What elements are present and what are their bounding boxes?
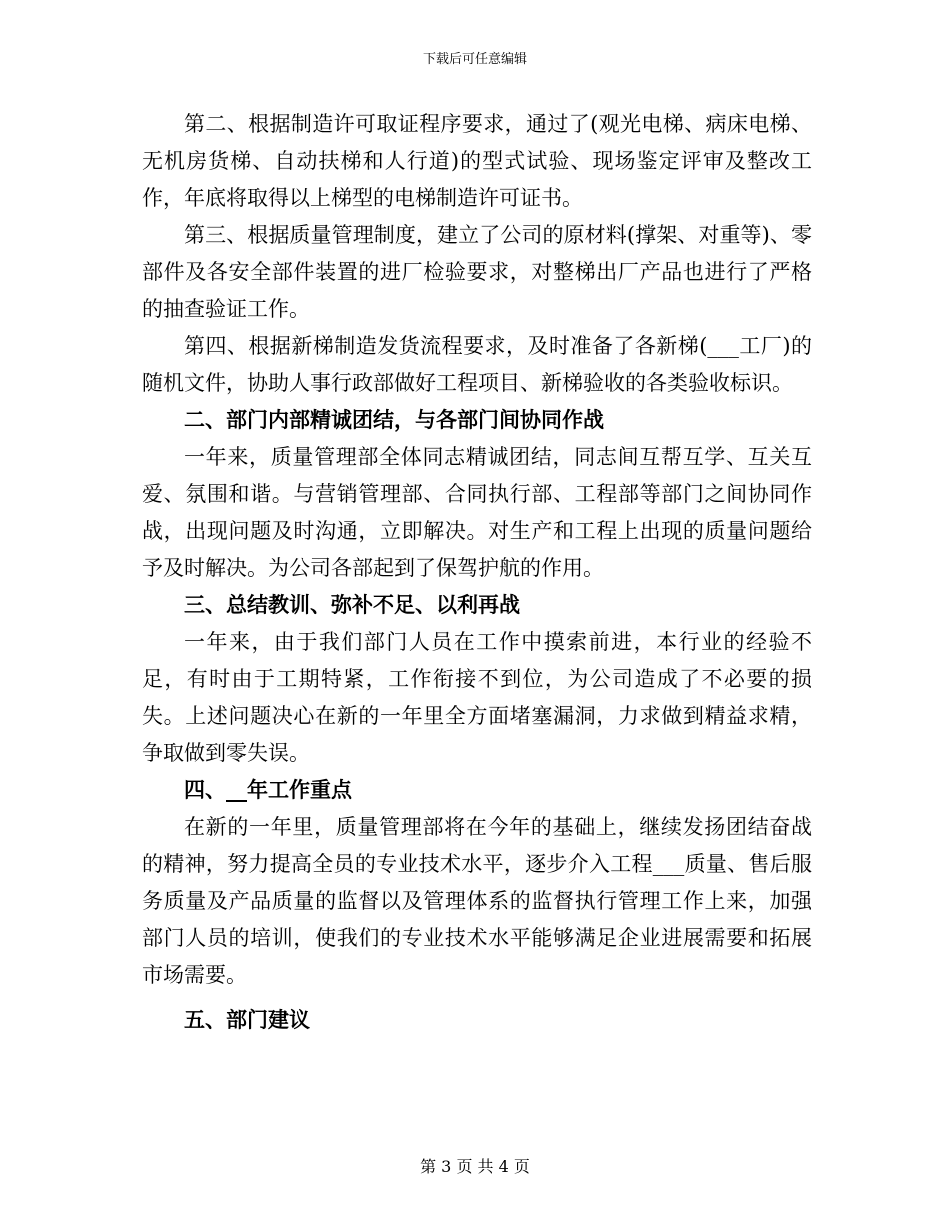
paragraph-quality-inspection: 第三、根据质量管理制度，建立了公司的原材料(撑架、对重等)、零部件及各安全部件装置的进厂检验要求，对整梯出厂产品也进行了严格的抽查验证工作。 xyxy=(142,223,812,321)
page-header: 下载后可任意编辑 xyxy=(422,52,527,67)
section-heading-lessons: 三、总结教训、弥补不足、以利再战 xyxy=(184,593,520,617)
document-body xyxy=(142,106,812,1039)
section-heading-suggestions: 五、部门建议 xyxy=(184,1008,310,1032)
page-number: 第 3 页 共 4 页 xyxy=(420,1157,530,1176)
paragraph-work-focus: 在新的一年里，质量管理部将在今年的基础上，继续发扬团结奋战的精神，努力提高全员的专业技术水平，逐步介入工程___质量、售后服务质量及产品质量的监督以及管理体系的监督执行管理工作上来，加强部门人员的培训，使我们的专业技术水平能够满足企业进展需要和拓展市场需要。 xyxy=(142,815,812,987)
paragraph-lessons: 一年来，由于我们部门人员在工作中摸索前进，本行业的经验不足，有时由于工期特紧，工作衔接不到位，为公司造成了不必要的损失。上述问题决心在新的一年里全方面堵塞漏洞，力求做到精益求精，争取做到零失误。 xyxy=(142,630,812,765)
section-heading-work-focus: 四、__年工作重点 xyxy=(184,778,352,802)
section-heading-teamwork: 二、部门内部精诚团结，与各部门间协同作战 xyxy=(184,408,604,432)
paragraph-certification: 第二、根据制造许可取证程序要求，通过了(观光电梯、病床电梯、无机房货梯、自动扶梯和人行道)的型式试验、现场鉴定评审及整改工作，年底将取得以上梯型的电梯制造许可证书。 xyxy=(142,112,812,210)
paragraph-shipping-documents: 第四、根据新梯制造发货流程要求，及时准备了各新梯(___工厂)的随机文件，协助人事行政部做好工程项目、新梯验收的各类验收标识。 xyxy=(142,334,812,395)
paragraph-teamwork: 一年来，质量管理部全体同志精诚团结，同志间互帮互学、互关互爱、氛围和谐。与营销管理部、合同执行部、工程部等部门之间协同作战，出现问题及时沟通，立即解决。对生产和工程上出现的质量问题给予及时解决。为公司各部起到了保驾护航的作用。 xyxy=(142,445,812,580)
